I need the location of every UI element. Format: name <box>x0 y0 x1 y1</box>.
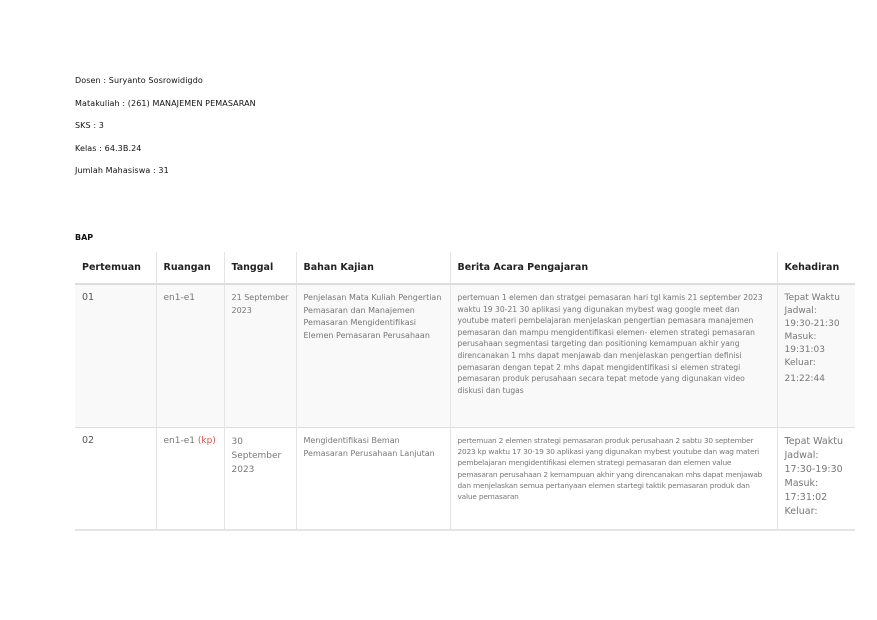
ruangan-code: en1-e1 <box>163 293 195 303</box>
cell-pertemuan: 01 <box>75 284 156 428</box>
dosen-label: Dosen : Suryanto Sosrowidigdo <box>75 76 203 85</box>
header-pertemuan: Pertemuan <box>75 252 156 284</box>
kehadiran-keluar-value: 21:22:44 <box>784 374 825 384</box>
cell-kehadiran <box>777 428 855 531</box>
matakuliah-label: Matakuliah : (261) MANAJEMEN PEMASARAN <box>75 98 256 108</box>
header-kehadiran: Kehadiran <box>777 252 855 284</box>
kehadiran-masuk-label: Masuk: <box>784 478 819 489</box>
table-row <box>75 428 855 531</box>
cell-pertemuan: 02 <box>75 428 156 531</box>
cell-ruangan <box>156 428 224 531</box>
kehadiran-masuk-value: 17:31:02 <box>784 492 828 503</box>
cell-tanggal: 21 September 2023 <box>224 284 296 428</box>
cell-tanggal: 30 September 2023 <box>224 428 296 531</box>
cell-ruangan <box>156 284 224 428</box>
bap-table <box>75 252 855 531</box>
bap-heading: BAP <box>75 233 94 242</box>
cell-berita-acara: pertemuan 2 elemen strategi pemasaran produk perusahaan 2 sabtu 30 september 2023 kp waktu 17 30-19 30 aplikasi yang digunakan mybest youtube dan wag materi pembelajaran mengidentifikasi elemen strategi pemasaran dan elemen value pemasaran perusahaan 2 kemampuan akhir yang direncanakan mhs dapat menjawab dan menjelaskan semua pertanyaan elemen startegi taktik pemasaran produk dan value pemasaran <box>450 428 777 531</box>
kehadiran-status: Tepat Waktu <box>784 293 840 303</box>
kehadiran-keluar-label: Keluar: <box>784 358 816 368</box>
kehadiran-jadwal-label: Jadwal: <box>784 306 817 316</box>
kehadiran-jadwal-value: 17:30-19:30 <box>784 464 843 475</box>
header-ruangan: Ruangan <box>156 252 224 284</box>
cell-kehadiran <box>777 284 855 428</box>
kehadiran-masuk-value: 19:31:03 <box>784 345 825 355</box>
kelas-label: Kelas : 64.3B.24 <box>75 143 142 153</box>
header-berita-acara: Berita Acara Pengajaran <box>450 252 777 284</box>
cell-bahan-kajian: Mengidentifikasi Beman Pemasaran Perusahaan Lanjutan <box>296 428 450 531</box>
table-header-row <box>75 252 855 284</box>
ruangan-kp-tag: (kp) <box>197 436 216 446</box>
kehadiran-keluar-label: Keluar: <box>784 506 818 517</box>
kehadiran-masuk-label: Masuk: <box>784 332 817 342</box>
kehadiran-status: Tepat Waktu <box>784 436 843 447</box>
cell-bahan-kajian: Penjelasan Mata Kuliah Pengertian Pemasaran dan Manajemen Pemasaran Mengidentifikasi Elemen Pemasaran Perusahaan <box>296 284 450 428</box>
ruangan-code: en1-e1 <box>163 436 195 446</box>
kehadiran-jadwal-value: 19:30-21:30 <box>784 319 840 329</box>
header-bahan-kajian: Bahan Kajian <box>296 252 450 284</box>
kehadiran-jadwal-label: Jadwal: <box>784 450 819 461</box>
cell-berita-acara: pertemuan 1 elemen dan stratgei pemasaran hari tgl kamis 21 september 2023 waktu 19 30-21 30 aplikasi yang digunakan mybest wag google meet dan youtube materi pembelajaran menjelaskan pengertian pemasara manajemen pemasaran dan mampu mengidentifikasi elemen- elemen strategi pemasaran perusahaan segmentasi targeting dan positioning kemampuan akhir yang direncanakan 1 mhs dapat menjawab dan menjelaskan pengertian definisi pemasaran dengan tepat 2 mhs dapat mengidentifikasi si elemen strategi pemasaran produk perusahaan secara tepat metode yang digunakan video diskusi dan tugas <box>450 284 777 428</box>
table-row <box>75 284 855 428</box>
course-info <box>75 75 256 188</box>
header-tanggal: Tanggal <box>224 252 296 284</box>
sks-label: SKS : 3 <box>75 121 104 130</box>
jumlah-mahasiswa-label: Jumlah Mahasiswa : 31 <box>75 166 169 175</box>
